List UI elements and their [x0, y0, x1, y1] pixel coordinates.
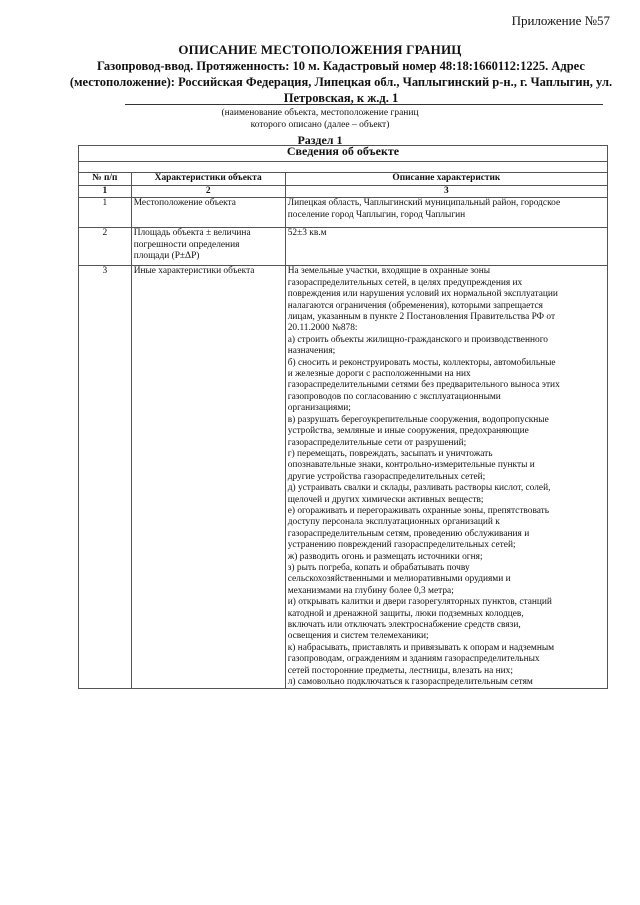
description-line: устранению повреждений газораспределительных сетей; — [287, 540, 516, 551]
row-description — [285, 228, 607, 266]
object-caption — [0, 107, 640, 131]
column-header-row — [79, 173, 608, 186]
column-header: Характеристики объекта — [131, 173, 285, 186]
description-line: Липецкая область, Чаплыгинский муниципальный район, городское — [287, 198, 561, 209]
description-line: газопроводам, ограждениям и зданиям газораспределительных — [287, 654, 540, 665]
description-line: На земельные участки, входящие в охранные зоны — [287, 266, 491, 277]
table-spacer-row — [79, 162, 608, 173]
description-line: газораспределительных сетей, в целях предупреждения их — [287, 277, 523, 288]
description-line: опознавательные знаки, контрольно-измерительные пункты и — [287, 460, 535, 471]
description-line: д) устраивать свалки и склады, разливать растворы кислот, солей, — [287, 483, 551, 494]
description-line: назначения; — [287, 346, 336, 357]
description-line: л) самовольно подключаться к газораспределительным сетям — [287, 677, 533, 688]
object-description: Газопровод-ввод. Протяженность: 10 м. Кадастровый номер 48:18:1660112:1225. Адрес (местоположение): Российская Федерация, Липецкая обл., Чаплыгинский р-н., г. Чаплыгин, ул. Петровская, к ж.д. 1 — [69, 59, 613, 105]
description-line: щелочей и других химически активных веществ; — [287, 494, 484, 505]
column-header: № п/п — [79, 173, 132, 186]
description-line: а) строить объекты жилищно-гражданского и производственного — [287, 334, 548, 345]
description-line: организациями; — [287, 403, 351, 414]
column-number-row — [79, 186, 608, 198]
description-line: и) открывать калитки и двери газорегуляторных пунктов, станций — [287, 597, 552, 608]
description-line: поселение город Чаплыгин, город Чаплыгин — [287, 209, 466, 220]
description-line: 20.11.2000 №878: — [287, 323, 358, 334]
table-heading-row — [79, 146, 608, 162]
description-line: включать или отключать электроснабжение средств связи, — [287, 620, 521, 630]
row-description — [285, 198, 607, 228]
section-title: Раздел 1 — [297, 133, 343, 147]
description-line: газораспределительные сети от разрушений; — [287, 437, 467, 448]
description-line: налагаются ограничения (обременения), которыми запрещается — [287, 300, 543, 311]
column-number: 1 — [79, 186, 132, 198]
description-line: другие устройства газораспределительных сетей; — [287, 471, 486, 482]
description-line: газопроводов по согласованию с эксплуатационными — [287, 391, 501, 402]
characteristic-line: Площадь объекта ± величина — [133, 228, 251, 239]
description-line: сетей посторонние предметы, лестницы, влезать на них; — [287, 665, 513, 676]
caption-line: которого описано (далее – объект) — [250, 120, 390, 130]
row-characteristic: Иные характеристики объекта — [131, 266, 285, 689]
underline-divider — [125, 104, 603, 105]
description-line: механизмами на глубину более 0,3 метра; — [287, 585, 454, 596]
description-line: доступу персонала эксплуатационных организаций к — [287, 517, 500, 528]
description-line: и железные дороги с расположенными на них — [287, 369, 471, 380]
row-description — [285, 266, 607, 689]
row-characteristic — [131, 228, 285, 266]
table-row — [79, 266, 608, 689]
characteristic-line: погрешности определения — [133, 239, 240, 250]
appendix-number: Приложение №57 — [511, 13, 610, 28]
description-line: сельскохозяйственными и мелиоративными орудиями и — [287, 574, 511, 585]
characteristic-line: площади (Р±ΔР) — [133, 251, 200, 262]
description-line: повреждения или нарушения условий их нормальной эксплуатации — [287, 289, 558, 300]
row-number: 1 — [79, 198, 132, 228]
description-line: лицам, указанным в пункте 2 Постановления Правительства РФ от — [287, 312, 556, 323]
table-row — [79, 198, 608, 228]
description-line: катодной и дренажной защиты, люки подземных колодцев, — [287, 608, 524, 619]
description-line: устройства, земляные и иные сооружения, предохраняющие — [287, 426, 529, 437]
description-line: освещения и систем телемеханики; — [287, 631, 429, 642]
description-line: к) набрасывать, приставлять и привязывать к опорам и надземным — [287, 642, 555, 653]
description-line: газораспределительными сетями без предварительного выноса этих — [287, 380, 560, 391]
row-number: 3 — [79, 266, 132, 689]
column-number: 2 — [131, 186, 285, 198]
object-info-table — [78, 145, 608, 689]
document-title: ОПИСАНИЕ МЕСТОПОЛОЖЕНИЯ ГРАНИЦ — [178, 42, 462, 57]
description-line: г) перемещать, повреждать, засыпать и уничтожать — [287, 448, 493, 459]
table-spacer — [79, 162, 608, 173]
description-line: ж) разводить огонь и размещать источники огня; — [287, 551, 483, 562]
caption-line: (наименование объекта, местоположение границ — [221, 108, 419, 118]
description-line: 52±3 кв.м — [287, 228, 327, 239]
description-line: з) рыть погреба, копать и обрабатывать почву — [287, 562, 470, 573]
description-line: в) разрушать берегоукрепительные сооружения, водопропускные — [287, 414, 549, 425]
description-line: б) сносить и реконструировать мосты, коллекторы, автомобильные — [287, 357, 556, 368]
column-number: 3 — [285, 186, 607, 198]
row-number: 2 — [79, 228, 132, 266]
table-heading: Сведения об объекте — [79, 146, 608, 162]
description-line: газораспределительным сетям, проведению обслуживания и — [287, 528, 530, 539]
description-line: е) огораживать и перегораживать охранные зоны, препятствовать — [287, 505, 550, 516]
row-characteristic: Местоположение объекта — [131, 198, 285, 228]
column-header: Описание характеристик — [285, 173, 607, 186]
table-row — [79, 228, 608, 266]
